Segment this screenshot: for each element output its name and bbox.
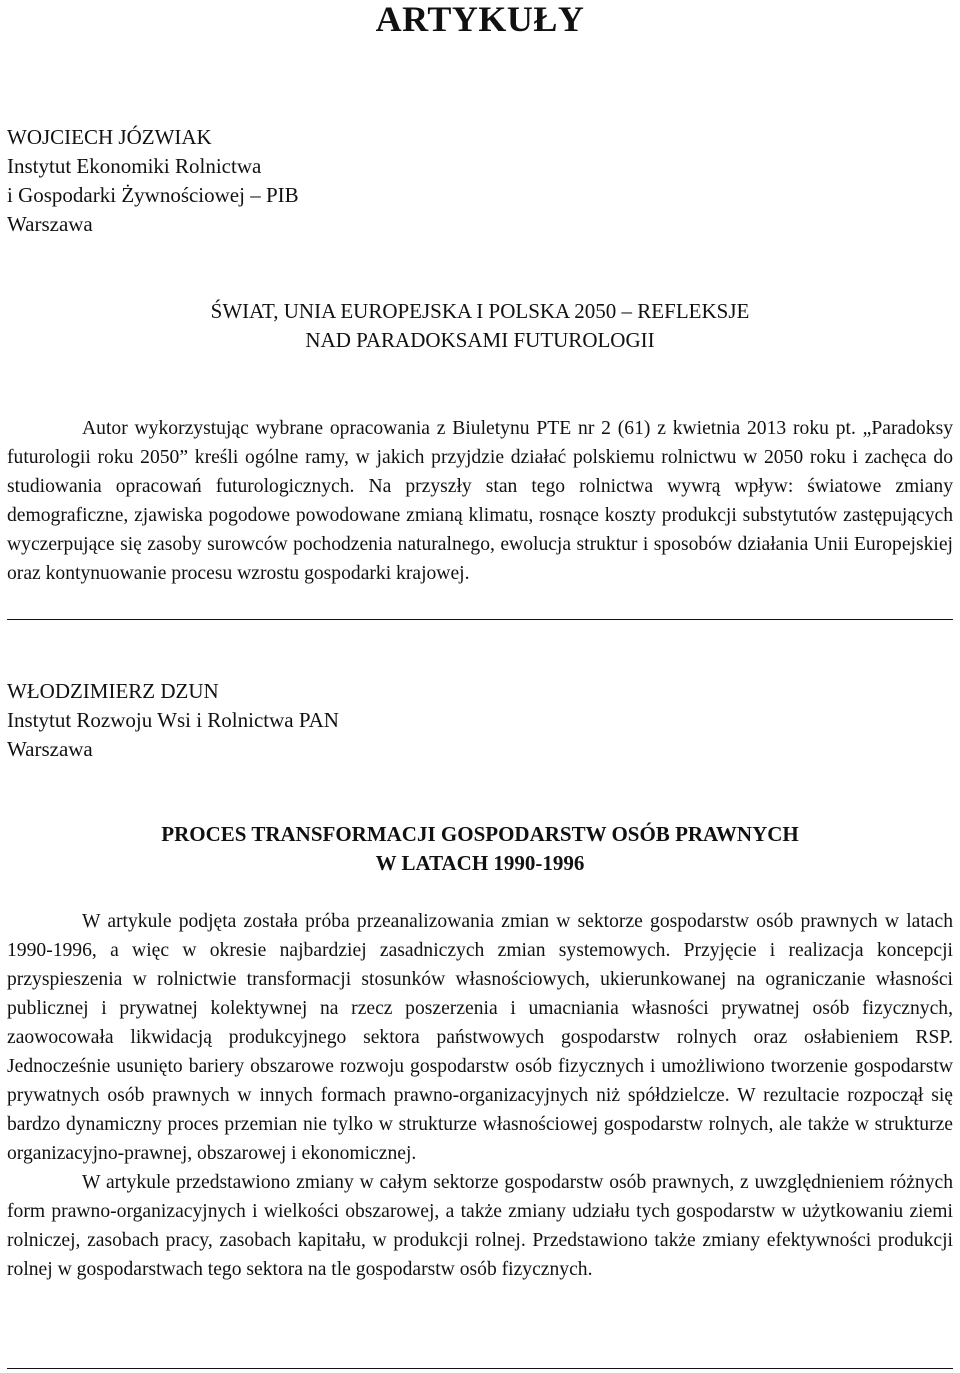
title-line: W LATACH 1990-1996 xyxy=(375,851,585,875)
article-1-abstract xyxy=(7,414,953,588)
article-2-author-block xyxy=(7,677,339,764)
author-institute: Instytut Rozwoju Wsi i Rolnictwa PAN xyxy=(7,708,339,732)
article-2-title xyxy=(0,820,960,878)
article-separator xyxy=(7,1368,953,1369)
article-separator xyxy=(7,619,953,620)
abstract-paragraph: W artykule przedstawiono zmiany w całym sektorze gospodarstw osób prawnych, z uwzględnieniem różnych form prawno-organizacyjnych i wielkości obszarowej, a także zmiany udziału tych gospodarstw w użytkowaniu ziemi rolniczej, zasobach pracy, zasobach kapitału, w produkcji rolnej. Przedstawiono także zmiany efektywności produkcji rolnej w gospodarstwach tego sektora na tle gospodarstw osób fizycznych. xyxy=(7,1172,953,1280)
abstract-paragraph: Autor wykorzystując wybrane opracowania z Biuletynu PTE nr 2 (61) z kwietnia 2013 roku pt. „Paradoksy futurologii roku 2050” kreśli ogólne ramy, w jakich przyjdzie działać polskiemu rolnictwu w 2050 roku i zachęca do studiowania opracowań futurologicznych. Na przyszły stan tego rolnictwa wywrą wpływ: światowe zmiany demograficzne, zjawiska pogodowe powodowane zmianą klimatu, rosnące koszty produkcji substytutów zastępujących wyczerpujące się zasoby surowców pochodzenia naturalnego, ewolucja struktur i sposobów działania Unii Europejskiej oraz kontynuowanie procesu wzrostu gospodarki krajowej. xyxy=(7,418,953,584)
author-name: WOJCIECH JÓZWIAK xyxy=(7,125,212,149)
author-name: WŁODZIMIERZ DZUN xyxy=(7,679,219,703)
abstract-paragraph: W artykule podjęta została próba przeanalizowania zmian w sektorze gospodarstw osób prawnych w latach 1990-1996, a więc w okresie najbardziej zasadniczych zmian systemowych. Przyjęcie i realizacja koncepcji przyspieszenia w rolnictwie transformacji stosunków własnościowych, ukierunkowanej na ograniczanie własności publicznej i prywatnej kolektywnej na rzecz poszerzenia i umacniania własności prywatnej osób fizycznych, zaowocowała likwidacją produkcyjnego sektora państwowych gospodarstw rolnych oraz osłabieniem RSP. Jednocześnie usunięto bariery obszarowe rozwoju gospodarstw osób fizycznych i umożliwiono tworzenie gospodarstw prywatnych osób prawnych w innych formach prawno-organizacyjnych niż spółdzielcze. W rezultacie rozpoczął się bardzo dynamiczny proces przemian nie tylko w strukturze własnościowej gospodarstw rolnych, ale także w strukturze organizacyjno-prawnej, obszarowej i ekonomicznej. xyxy=(7,911,953,1164)
author-city: Warszawa xyxy=(7,737,93,761)
article-2-abstract xyxy=(7,907,953,1284)
title-line: ŚWIAT, UNIA EUROPEJSKA I POLSKA 2050 – REFLEKSJE xyxy=(210,299,750,323)
article-1-title xyxy=(0,297,960,355)
author-institute: Instytut Ekonomiki Rolnictwa xyxy=(7,154,262,178)
article-1-author-block xyxy=(7,123,299,239)
title-line: NAD PARADOKSAMI FUTUROLOGII xyxy=(305,328,655,352)
author-institute: i Gospodarki Żywnościowej – PIB xyxy=(7,183,299,207)
section-header: ARTYKUŁY xyxy=(375,0,585,39)
author-city: Warszawa xyxy=(7,212,93,236)
title-line: PROCES TRANSFORMACJI GOSPODARSTW OSÓB PRAWNYCH xyxy=(161,822,799,846)
